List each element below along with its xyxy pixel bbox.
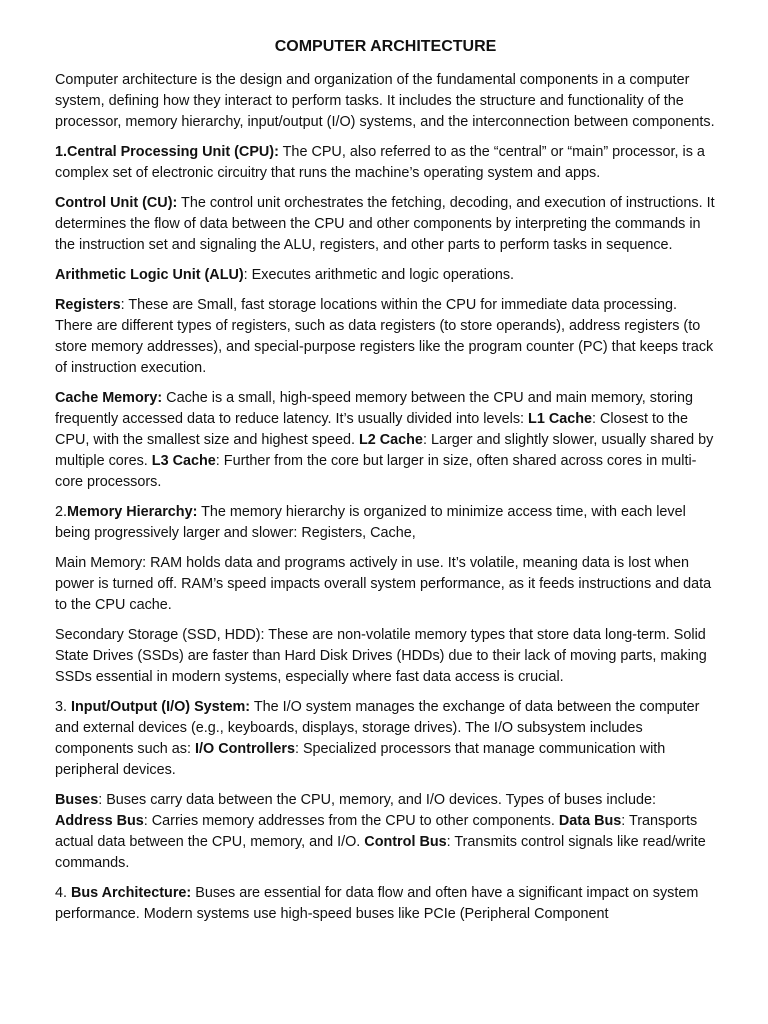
address-bus-term: Address Bus	[55, 813, 144, 829]
buses-text-2: : Carries memory addresses from the CPU to other components.	[143, 813, 559, 829]
alu-heading: Arithmetic Logic Unit (ALU)	[55, 267, 244, 283]
cpu-text: The CPU, also referred to as the “central” or “main” processor, is a complex set of electronic circuitry that runs the machine’s operating system and apps.	[55, 144, 705, 181]
control-bus-term: Control Bus	[364, 834, 447, 850]
cache-text-3: : Larger and slightly slower, usually shared by multiple cores.	[55, 432, 714, 469]
page-title: COMPUTER ARCHITECTURE	[274, 38, 497, 55]
alu-paragraph	[55, 265, 716, 286]
l2-cache-term: L2 Cache	[358, 432, 423, 448]
buses-paragraph	[55, 790, 716, 874]
l1-cache-term: L1 Cache	[528, 411, 593, 427]
registers-paragraph	[55, 295, 716, 379]
data-bus-term: Data Bus	[558, 813, 622, 829]
intro-paragraph: Computer architecture is the design and organization of the fundamental components in a computer system, defining how they interact to perform tasks. It includes the structure and functionality of the processor, memory hierarchy, input/output (I/O) systems, and the interconnection between components.	[55, 72, 715, 130]
buses-text-4: : Transmits control signals like read/write commands.	[55, 834, 706, 871]
io-paragraph	[55, 697, 716, 781]
bus-architecture-number: 4.	[55, 885, 71, 901]
cache-heading: Cache Memory:	[55, 390, 163, 406]
buses-heading: Buses	[55, 792, 99, 808]
io-text-2: : Specialized processors that manage communication with peripheral devices.	[55, 741, 666, 778]
memory-hierarchy-text: The memory hierarchy is organized to minimize access time, with each level being progressively larger and slower: Registers, Cache,	[55, 504, 686, 541]
memory-hierarchy-heading: Memory Hierarchy:	[67, 504, 198, 520]
buses-text-1: : Buses carry data between the CPU, memory, and I/O devices. Types of buses include:	[98, 792, 656, 808]
bus-architecture-heading: Bus Architecture:	[71, 885, 192, 901]
cache-text-1: Cache is a small, high-speed memory between the CPU and main memory, storing frequently accessed data to reduce latency. It’s usually divided into levels:	[55, 390, 693, 427]
registers-heading: Registers	[55, 297, 121, 313]
main-memory-paragraph: Main Memory: RAM holds data and programs actively in use. It’s volatile, meaning data is lost when power is turned off. RAM’s speed impacts overall system performance, as it feeds instructions and data to the CPU cache.	[55, 555, 712, 613]
cache-text-4: : Further from the core but larger in size, often shared across cores in multi-core processors.	[55, 453, 697, 490]
secondary-storage-paragraph: Secondary Storage (SSD, HDD): These are non-volatile memory types that store data long-term. Solid State Drives (SSDs) are faster than Hard Disk Drives (HDDs) due to their lack of moving parts, making SSDs essential in modern systems, especially where fast data access is crucial.	[55, 627, 707, 685]
io-heading: Input/Output (I/O) System:	[71, 699, 251, 715]
control-unit-heading: Control Unit (CU):	[55, 195, 178, 211]
control-unit-paragraph	[55, 193, 716, 256]
l3-cache-term: L3 Cache	[151, 453, 216, 469]
bus-architecture-text: Buses are essential for data flow and often have a significant impact on system performance. Modern systems use high-speed buses like PCIe (Peripheral Component	[55, 885, 699, 922]
io-number: 3.	[55, 699, 71, 715]
memory-hierarchy-number: 2.	[55, 504, 68, 520]
cache-paragraph	[55, 388, 716, 493]
alu-text: : Executes arithmetic and logic operations.	[243, 267, 515, 283]
memory-hierarchy-paragraph	[55, 502, 716, 544]
cpu-paragraph	[55, 142, 716, 184]
cpu-heading: 1.Central Processing Unit (CPU):	[55, 144, 279, 160]
io-controllers-term: I/O Controllers	[195, 741, 295, 757]
bus-architecture-paragraph	[55, 883, 716, 925]
cache-text-2: : Closest to the CPU, with the smallest size and highest speed.	[55, 411, 689, 448]
io-text-1: The I/O system manages the exchange of data between the computer and external devices (e.g., keyboards, displays, storage drives). The I/O subsystem includes components such as:	[55, 699, 700, 757]
control-unit-text: The control unit orchestrates the fetching, decoding, and execution of instructions. It determines the flow of data between the CPU and other components by interpreting the commands in the instruction set and signaling the ALU, registers, and other parts to perform tasks in sequence.	[55, 195, 715, 253]
buses-text-3: : Transports actual data between the CPU, memory, and I/O.	[55, 813, 698, 850]
registers-text: : These are Small, fast storage locations within the CPU for immediate data processing. There are different types of registers, such as data registers (to store operands), address registers (to store memory addresses), and special-purpose registers like the program counter (PC) that keeps track of instruction execution.	[55, 297, 714, 376]
